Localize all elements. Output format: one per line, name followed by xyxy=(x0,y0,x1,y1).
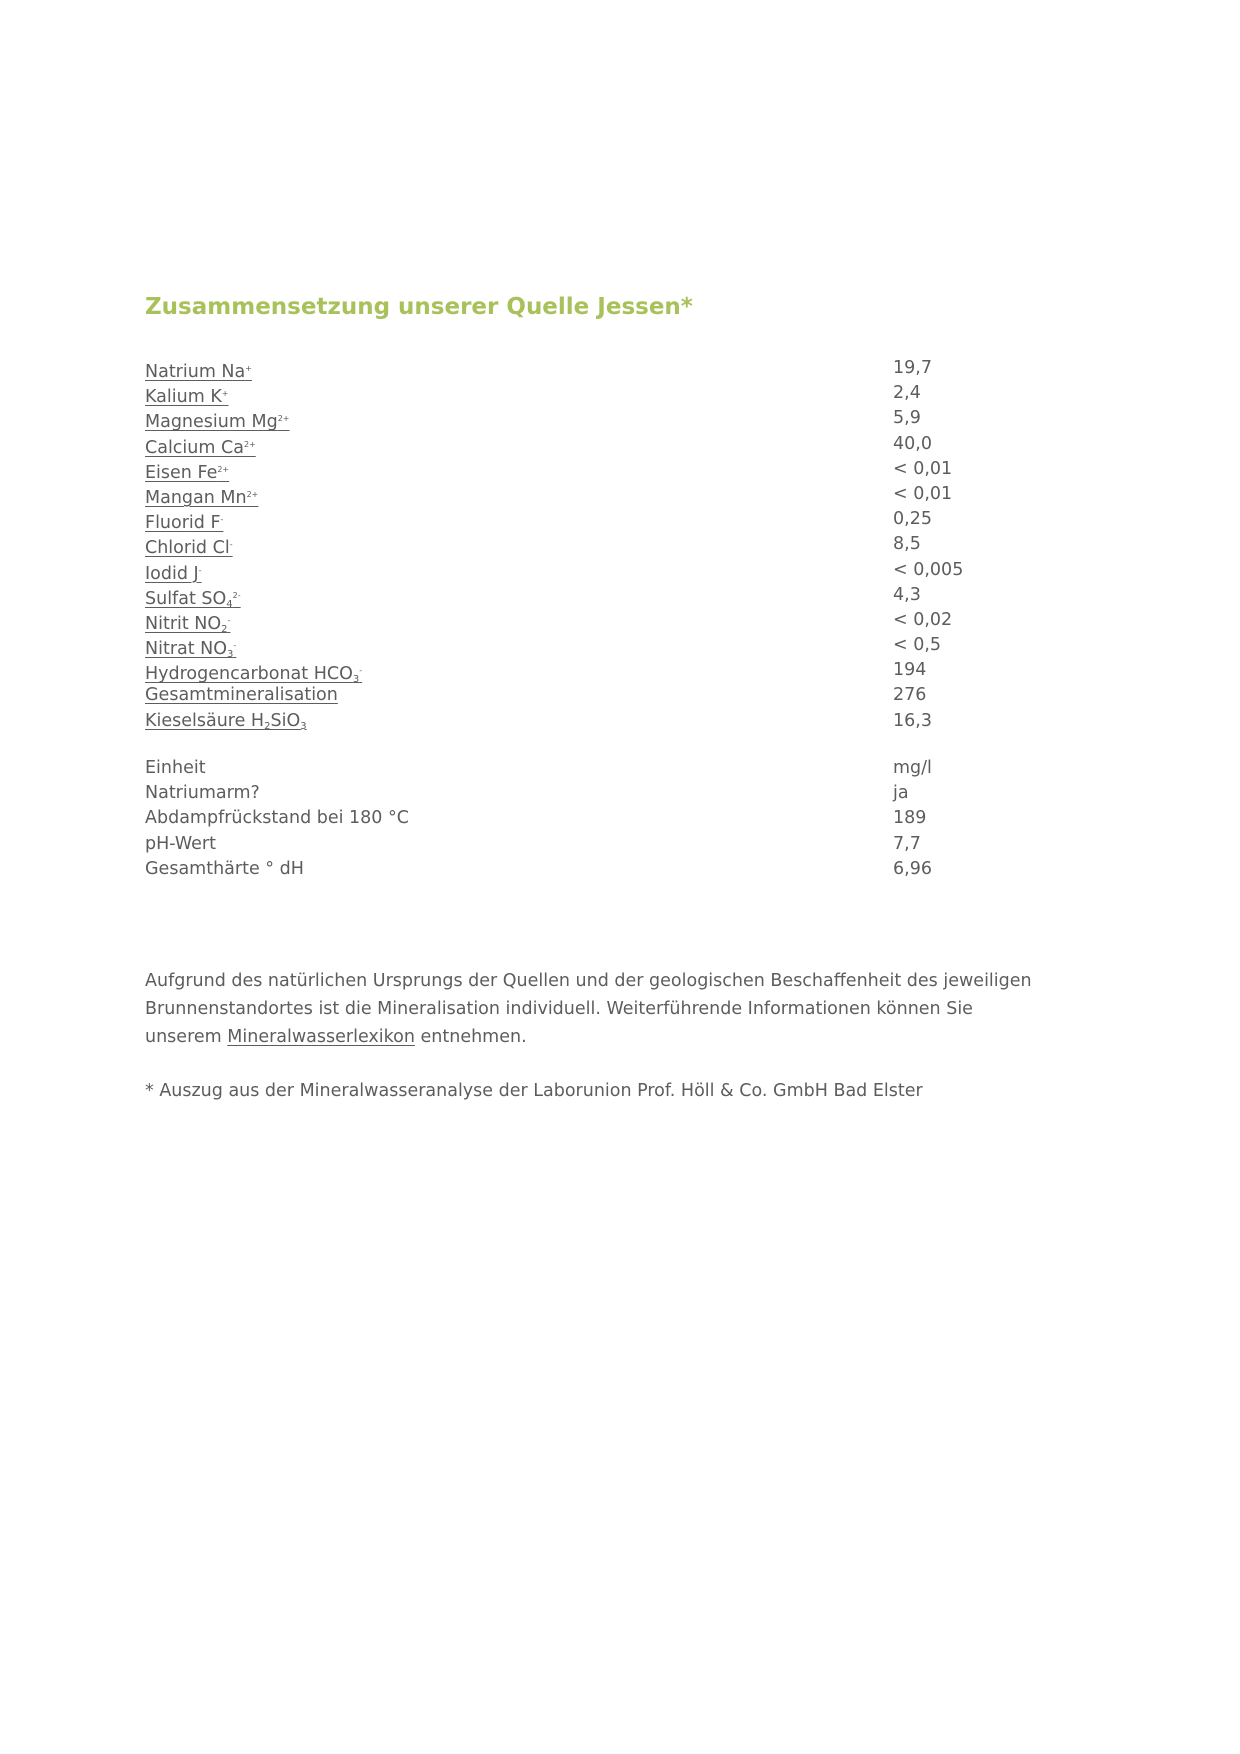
mineral-charge: - xyxy=(359,666,363,676)
mineral-row xyxy=(145,381,1105,406)
property-table xyxy=(145,756,1105,882)
mineral-name: Fluorid F xyxy=(145,513,221,534)
mineral-subscript: 3 xyxy=(300,720,307,732)
mineral-name: Hydrogencarbonat HCO xyxy=(145,664,353,685)
mineral-subscript: 2 xyxy=(264,720,271,732)
mineral-row xyxy=(145,507,1105,532)
mineral-value: 40,0 xyxy=(893,433,932,454)
mineral-name: Nitrat NO xyxy=(145,639,228,660)
info-text-end: entnehmen. xyxy=(414,1027,527,1047)
mineral-charge: - xyxy=(227,615,231,625)
mineral-charge: 2+ xyxy=(243,439,256,449)
mineral-name: Kalium K xyxy=(145,387,222,408)
mineral-charge: 2+ xyxy=(246,489,259,499)
property-label: pH-Wert xyxy=(145,833,216,854)
mineral-value: < 0,5 xyxy=(893,635,942,656)
property-value: 189 xyxy=(893,808,927,829)
property-label: Abdampfrückstand bei 180 °C xyxy=(145,808,409,829)
page-title: Zusammensetzung unserer Quelle Jessen* xyxy=(145,294,693,320)
mineral-name: Iodid J xyxy=(145,563,199,584)
mineral-row xyxy=(145,482,1105,507)
mineral-row xyxy=(145,709,1105,734)
mineral-name: Magnesium Mg xyxy=(145,412,278,433)
mineral-link[interactable] xyxy=(145,683,338,708)
property-value: 6,96 xyxy=(893,858,932,879)
mineral-value: < 0,005 xyxy=(893,559,964,580)
mineral-value: < 0,01 xyxy=(893,483,953,504)
property-row xyxy=(145,857,1105,882)
mineral-subscript: 2 xyxy=(221,623,228,635)
mineral-name: Sulfat SO xyxy=(145,588,227,609)
mineral-charge: - xyxy=(198,565,202,575)
mineral-name: Natrium Na xyxy=(145,362,246,382)
mineral-charge: 2- xyxy=(232,590,241,600)
mineral-subscript: 3 xyxy=(352,674,360,686)
mineral-value: 2,4 xyxy=(893,383,921,404)
property-label: Einheit xyxy=(145,758,206,778)
mineral-link[interactable] xyxy=(145,709,307,739)
mineral-charge: 2+ xyxy=(217,464,230,474)
mineral-name-part: SiO xyxy=(270,710,301,731)
mineral-name: Kieselsäure H xyxy=(145,710,265,731)
mineralwasserlexikon-link[interactable]: Mineralwasserlexikon xyxy=(227,1027,415,1047)
mineral-row xyxy=(145,457,1105,482)
mineral-value: 5,9 xyxy=(893,408,921,429)
mineral-row xyxy=(145,608,1105,633)
property-row xyxy=(145,781,1105,806)
mineral-value: 194 xyxy=(893,660,927,681)
mineral-row xyxy=(145,658,1105,686)
mineral-row xyxy=(145,558,1105,583)
mineral-value: 8,5 xyxy=(893,534,921,555)
property-value: ja xyxy=(893,783,909,804)
mineral-name: Mangan Mn xyxy=(145,487,247,508)
mineral-name: Eisen Fe xyxy=(145,462,218,483)
mineral-charge: - xyxy=(220,515,224,525)
mineral-name: Chlorid Cl xyxy=(145,538,230,559)
footnote: * Auszug aus der Mineralwasseranalyse der Laborunion Prof. Höll & Co. GmbH Bad Elster xyxy=(145,1081,923,1101)
mineral-name: Nitrit NO xyxy=(145,613,222,634)
property-label: Natriumarm? xyxy=(145,783,260,804)
property-row xyxy=(145,756,1105,781)
mineral-value: 19,7 xyxy=(893,358,932,378)
mineral-value: < 0,01 xyxy=(893,458,953,479)
mineral-charge: - xyxy=(229,540,233,550)
property-value: mg/l xyxy=(893,758,932,778)
mineral-charge: + xyxy=(245,364,252,373)
mineral-charge: - xyxy=(233,641,237,651)
mineral-name: Gesamtmineralisation xyxy=(145,685,338,706)
mineral-value: < 0,02 xyxy=(893,609,953,630)
mineral-subscript: 3 xyxy=(227,649,234,661)
mineral-subscript: 4 xyxy=(226,598,233,610)
mineral-name: Calcium Ca xyxy=(145,437,244,458)
mineral-row xyxy=(145,633,1105,661)
mineral-value: 4,3 xyxy=(893,584,921,605)
info-text: Aufgrund des natürlichen Ursprungs der Quellen und der geologischen Beschaffenheit des jeweiligen Brunnenstandortes ist die Mineralisation individuell. Weiterführende Informationen können Sie unserem xyxy=(145,971,1032,1047)
mineral-row xyxy=(145,356,1105,381)
mineral-value: 0,25 xyxy=(893,509,932,530)
mineral-value: 16,3 xyxy=(893,710,932,731)
mineral-row xyxy=(145,583,1105,608)
mineral-table xyxy=(145,356,1105,734)
mineral-row xyxy=(145,532,1105,557)
mineral-row xyxy=(145,406,1105,431)
property-label: Gesamthärte ° dH xyxy=(145,858,304,879)
property-value: 7,7 xyxy=(893,833,921,854)
mineral-value: 276 xyxy=(893,685,927,706)
mineral-charge: + xyxy=(221,389,229,399)
info-paragraph xyxy=(145,967,1045,1051)
mineral-charge: 2+ xyxy=(277,414,290,424)
property-row xyxy=(145,806,1105,831)
mineral-row xyxy=(145,683,1105,708)
property-row xyxy=(145,832,1105,857)
mineral-row xyxy=(145,432,1105,457)
